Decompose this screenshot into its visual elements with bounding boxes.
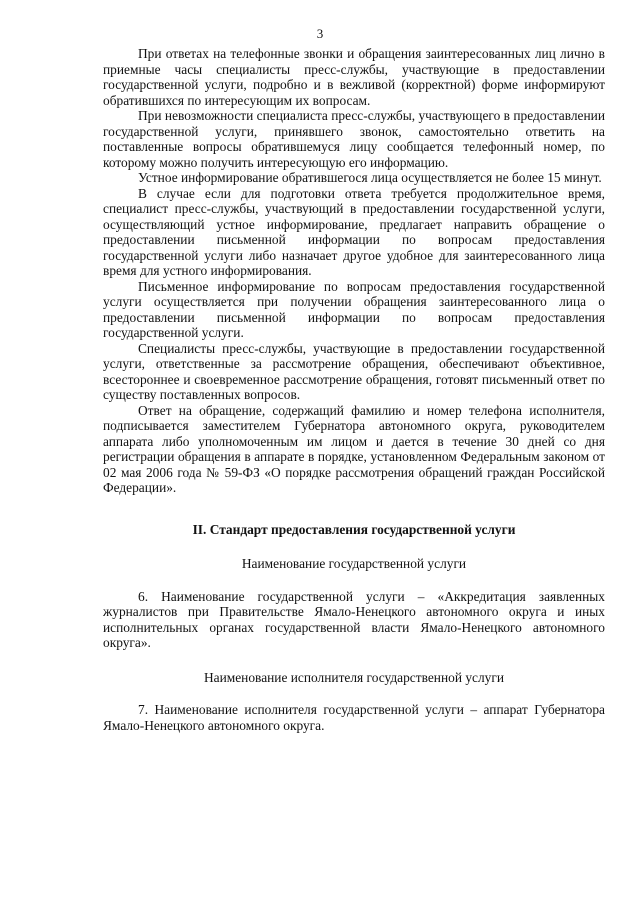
paragraph: В случае если для подготовки ответа требуется продолжительное время, специалист пресс-службы, участвующий в предоставлении государственной услуги, осуществляющий устное информирование, предлагает направить обращение о предоставлении письменной информации по вопросам предоставления государственной услуги либо назначает другое удобное для заинтересованного лица время для устного информирования. bbox=[103, 185, 605, 278]
subheading-service-name: Наименование государственной услуги bbox=[241, 556, 467, 571]
paragraph: Письменное информирование по вопросам предоставления государственной услуги осуществляется при получении обращения заинтересованного лица о предоставлении письменной информации по вопросам предоставления государственной услуги. bbox=[103, 278, 605, 340]
paragraph: При невозможности специалиста пресс-службы, участвующего в предоставлении государственной услуги, принявшего звонок, самостоятельно ответить на поставленные вопросы обратившемуся лицу сообщается телефонный номер, по которому можно получить интересующую его информацию. bbox=[103, 108, 605, 170]
page-number: 3 bbox=[316, 26, 324, 41]
subheading-executor-name: Наименование исполнителя государственной услуги bbox=[203, 669, 505, 685]
paragraph: При ответах на телефонные звонки и обращения заинтересованных лиц лично в приемные часы специалисты пресс-службы, участвующие в предоставлении государственной услуги, подробно и в вежливой (корректной) форме информируют обратившихся по интересующим их вопросам. bbox=[103, 46, 605, 108]
paragraph: Специалисты пресс-службы, участвующие в предоставлении государственной услуги, ответственные за рассмотрение обращения, обеспечивают объективное, всестороннее и своевременное рассмотрение обращения, готовят письменный ответ по существу поставленных вопросов. bbox=[103, 340, 605, 402]
paragraph: Устное информирование обратившегося лица осуществляется не более 15 минут. bbox=[138, 170, 602, 185]
section-title: II. Стандарт предоставления государственной услуги bbox=[192, 521, 516, 537]
paragraph-7: 7. Наименование исполнителя государственной услуги – аппарат Губернатора Ямало-Ненецкого автономного округа. bbox=[103, 702, 605, 733]
document-body bbox=[103, 46, 605, 733]
paragraph: Ответ на обращение, содержащий фамилию и номер телефона исполнителя, подписывается заместителем Губернатора автономного округа, руководителем аппарата либо уполномоченным им лицом и дается в течение 30 дней со дня регистрации обращения в аппарате в порядке, установленном Федеральным законом от 02 мая 2006 года № 59-ФЗ «О порядке рассмотрения обращений граждан Российской Федерации». bbox=[103, 402, 605, 495]
paragraph-6: 6. Наименование государственной услуги – «Аккредитация заявленных журналистов при Правительстве Ямало-Ненецкого автономного округа и иных исполнительных органах государственной власти Ямало-Ненецкого автономного округа». bbox=[103, 588, 605, 650]
